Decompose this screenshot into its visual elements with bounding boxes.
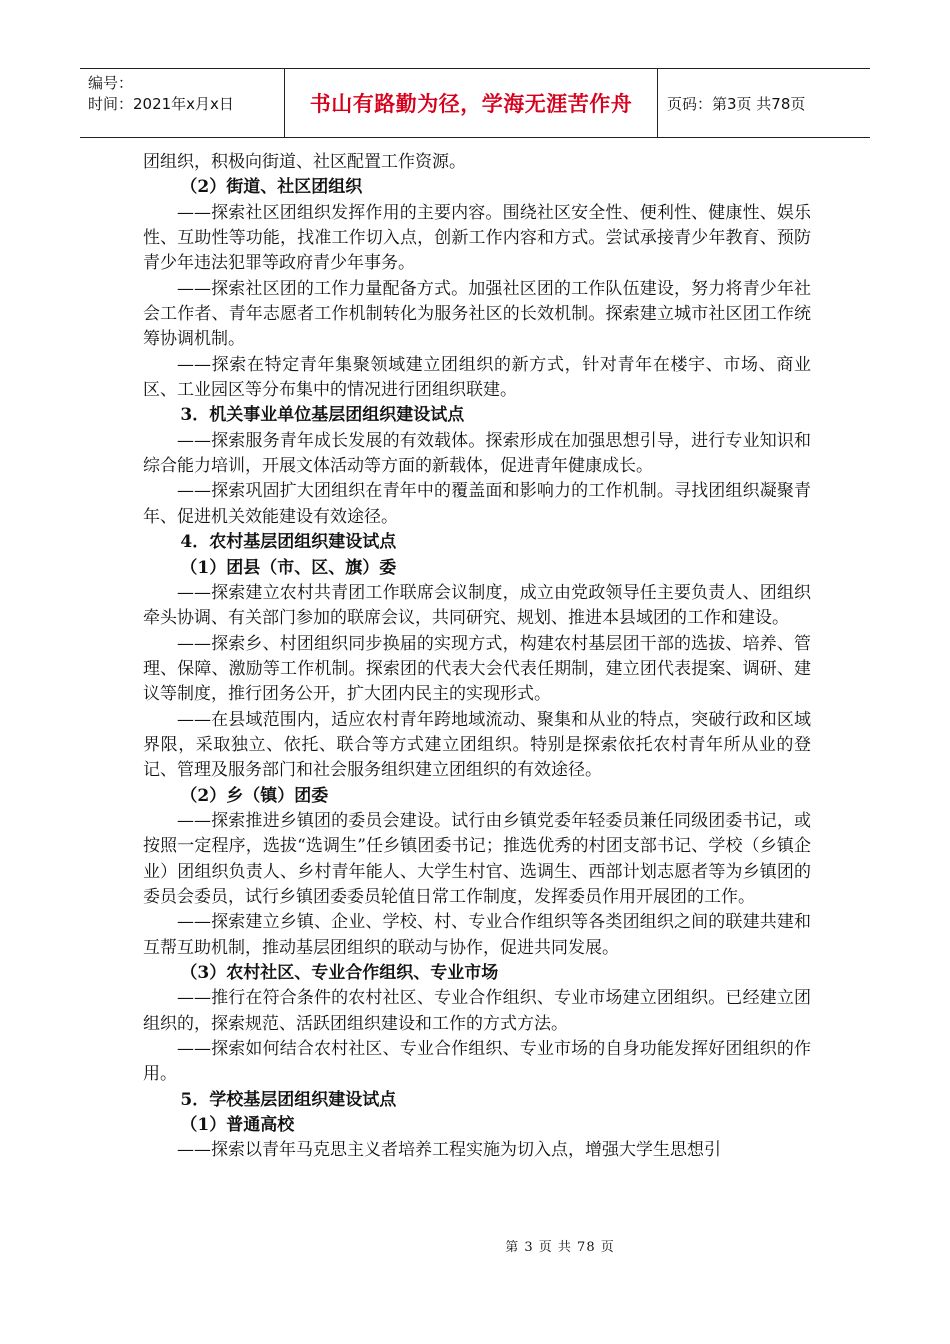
paragraph: ——探索在特定青年集聚领域建立团组织的新方式，针对青年在楼宇、市场、商业区、工业园区等分布集中的情况进行团组织联建。 — [143, 354, 811, 401]
paragraph: 团组织，积极向街道、社区配置工作资源。 — [143, 152, 466, 172]
paragraph: ——探索社区团组织发挥作用的主要内容。围绕社区安全性、便利性、健康性、娱乐性、互助性等功能，找准工作切入点，创新工作内容和方式。尝试承接青少年教育、预防青少年违法犯罪等政府青少年事务。 — [143, 202, 811, 274]
paragraph: ——探索建立乡镇、企业、学校、村、专业合作组织等各类团组织之间的联建共建和互帮互助机制，推动基层团组织的联动与协作，促进共同发展。 — [143, 912, 811, 958]
page-footer — [0, 1236, 950, 1255]
paragraph: ——探索巩固扩大团组织在青年中的覆盖面和影响力的工作机制。寻找团组织凝聚青年、促进机关效能建设有效途径。 — [143, 481, 811, 527]
section-heading: （1）普通高校 — [180, 1115, 295, 1136]
section-heading: （3）农村社区、专业合作组织、专业市场 — [180, 963, 499, 983]
header-page-cell — [658, 69, 870, 137]
paragraph: ——探索乡、村团组织同步换届的实现方式，构建农村基层团干部的选拔、培养、管理、保障、激励等工作机制。探索团的代表大会代表任期制，建立团代表提案、调研、建议等制度，推行团务公开，扩大团内民主的实现形式。 — [143, 633, 811, 705]
page-header — [80, 68, 870, 138]
section-heading: 4．农村基层团组织建设试点 — [180, 532, 397, 553]
section-heading: （2）街道、社区团组织 — [180, 177, 363, 198]
footer-page-number: 第 3 页 共 78 页 — [505, 1240, 615, 1255]
document-date-label: 时间：2021年x月x日 — [88, 95, 234, 113]
section-heading: （2）乡（镇）团委 — [180, 785, 329, 806]
paragraph: ——探索以青年马克思主义者培养工程实施为切入点，增强大学生思想引 — [177, 1140, 721, 1161]
paragraph: ——探索服务青年成长发展的有效载体。探索形成在加强思想引导，进行专业知识和综合能力培训，开展文体活动等方面的新载体，促进青年健康成长。 — [143, 430, 811, 477]
header-motto: 书山有路勤为径，学海无涯苦作舟 — [309, 92, 633, 116]
paragraph: ——在县域范围内，适应农村青年跨地域流动、聚集和从业的特点，突破行政和区域界限，采取独立、依托、联合等方式建立团组织。特别是探索依托农村青年所从业的登记、管理及服务部门和社会服务组织建立团组织的有效途径。 — [143, 709, 811, 781]
header-motto-cell — [285, 69, 658, 137]
paragraph: ——探索推进乡镇团的委员会建设。试行由乡镇党委年轻委员兼任同级团委书记，或按照一定程序，选拔“选调生”任乡镇团委书记；推选优秀的村团支部书记、学校（乡镇企业）团组织负责人、乡村青年能人、大学生村官、选调生、西部计划志愿者等为乡镇团的委员会委员，试行乡镇团委委员轮值日常工作制度，发挥委员作用开展团的工作。 — [143, 810, 811, 907]
header-meta-cell — [80, 69, 285, 137]
paragraph: ——探索建立农村共青团工作联席会议制度，成立由党政领导任主要负责人、团组织牵头协调、有关部门参加的联席会议，共同研究、规划、推进本县域团的工作和建设。 — [143, 582, 811, 629]
document-body — [143, 150, 811, 1164]
paragraph: ——推行在符合条件的农村社区、专业合作组织、专业市场建立团组织。已经建立团组织的，探索规范、活跃团组织建设和工作的方式方法。 — [143, 988, 811, 1034]
paragraph: ——探索如何结合农村社区、专业合作组织、专业市场的自身功能发挥好团组织的作用。 — [143, 1039, 811, 1085]
document-number-label: 编号： — [88, 74, 134, 92]
section-heading: 5．学校基层团组织建设试点 — [180, 1089, 397, 1110]
paragraph: ——探索社区团的工作力量配备方式。加强社区团的工作队伍建设，努力将青少年社会工作者、青年志愿者工作机制转化为服务社区的长效机制。探索建立城市社区团工作统筹协调机制。 — [143, 278, 811, 350]
section-heading: 3．机关事业单位基层团组织建设试点 — [180, 405, 465, 426]
header-page-info: 页码：第3页 共78页 — [667, 94, 806, 113]
section-heading: （1）团县（市、区、旗）委 — [180, 557, 397, 578]
